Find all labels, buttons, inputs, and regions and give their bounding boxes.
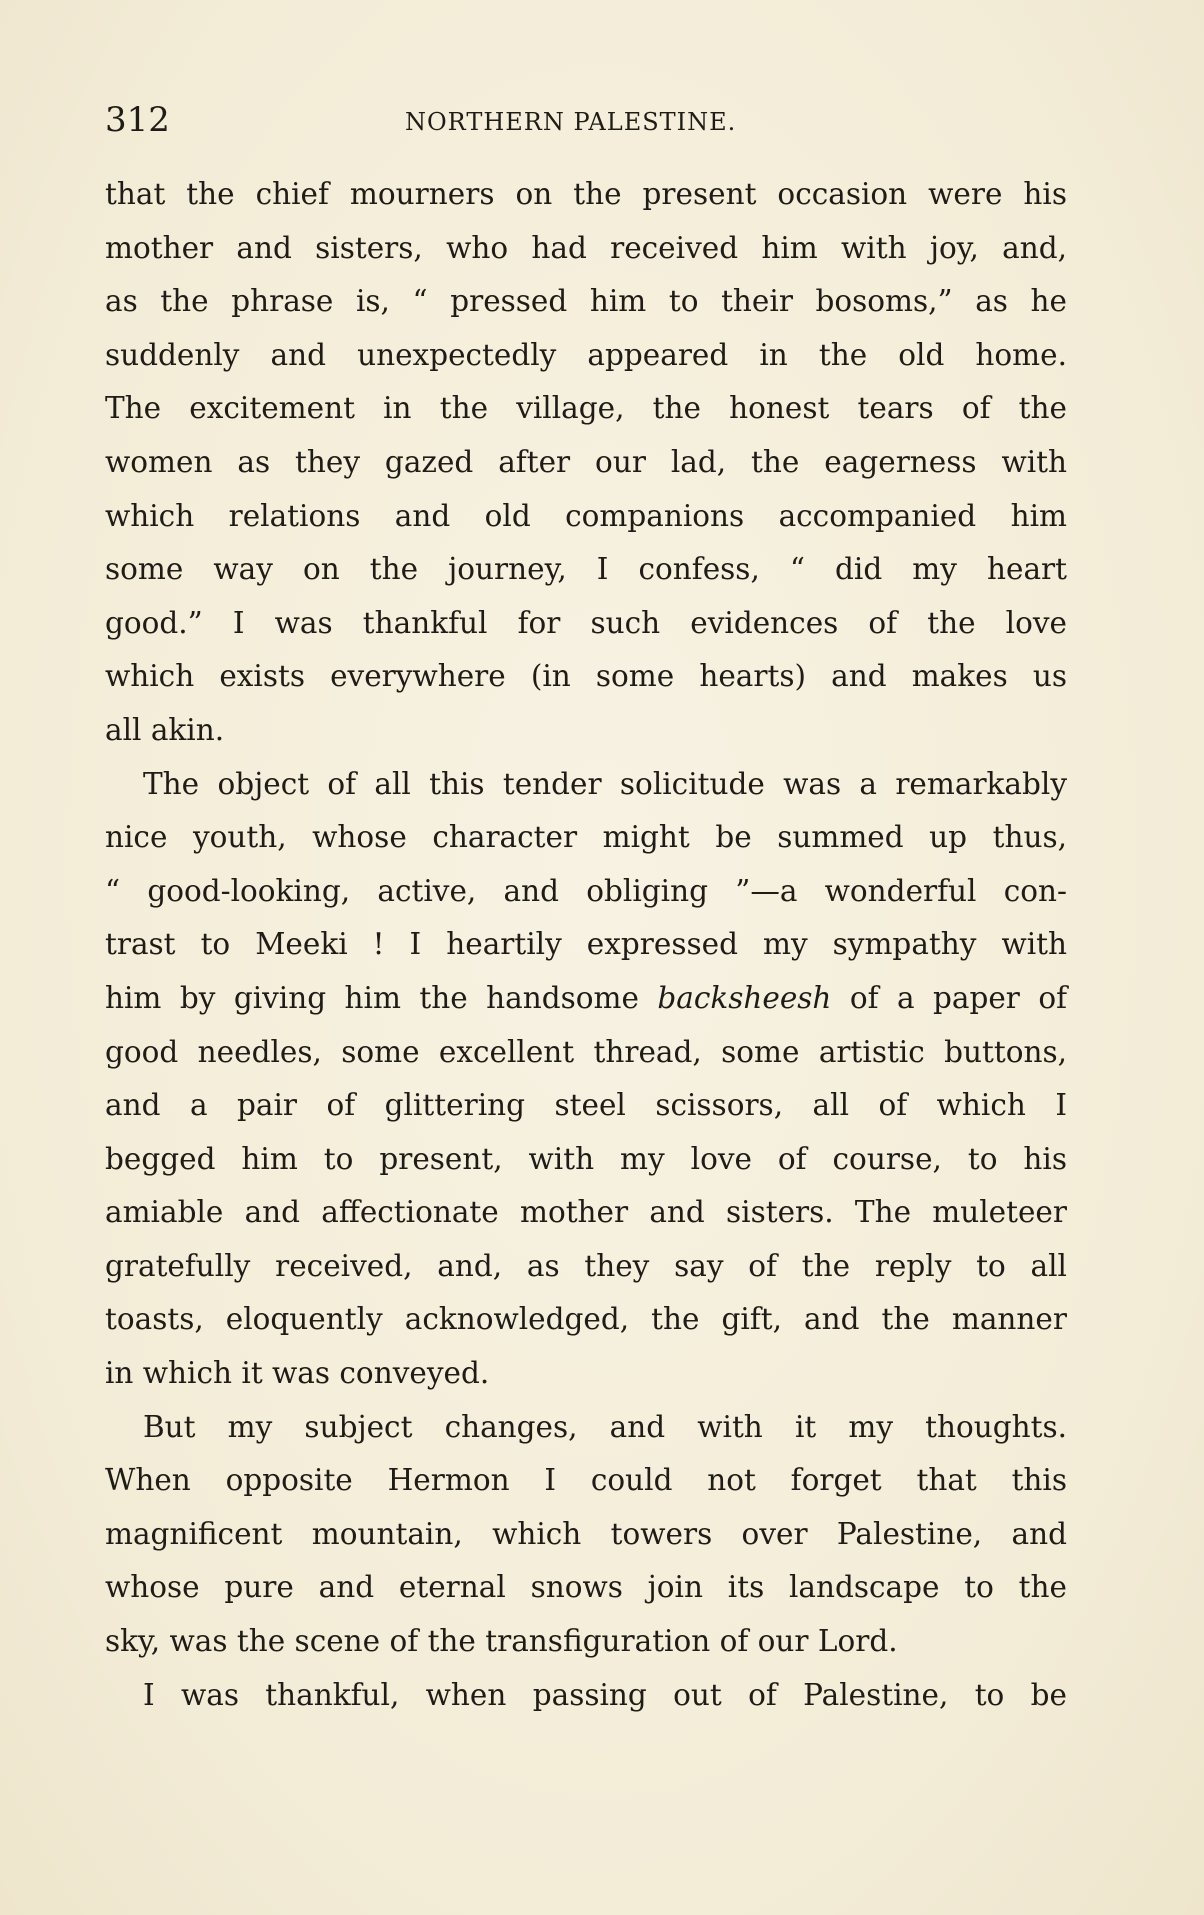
- page-number: 312: [105, 100, 170, 140]
- text-line: I was thankful, when passing out of Palestine, to be: [143, 1677, 1067, 1712]
- text-line: women as they gazed after our lad, the eagerness with: [105, 444, 1067, 479]
- text-line: him by giving him the handsome backsheesh of a paper of: [105, 980, 1067, 1015]
- text-line: begged him to present, with my love of course, to his: [105, 1141, 1067, 1176]
- text-line: magnificent mountain, which towers over Palestine, and: [105, 1516, 1067, 1551]
- paragraph: [105, 758, 1067, 1401]
- text-line: “ good-looking, active, and obliging ”—a wonderful con-: [105, 873, 1067, 908]
- running-head: NORTHERN PALESTINE.: [405, 108, 737, 136]
- text-line: as the phrase is, “ pressed him to their bosoms,” as he: [105, 284, 1067, 319]
- text-line: suddenly and unexpectedly appeared in the old home.: [105, 337, 1067, 372]
- text-line: in which it was conveyed.: [105, 1356, 490, 1391]
- text-line: amiable and affectionate mother and sisters. The muleteer: [105, 1195, 1067, 1230]
- text-line: gratefully received, and, as they say of the reply to all: [105, 1248, 1067, 1283]
- text-line: The excitement in the village, the honest tears of the: [105, 391, 1067, 426]
- text-line: which exists everywhere (in some hearts) and makes us: [105, 659, 1067, 694]
- body-text: [105, 168, 1067, 1722]
- paragraph: [105, 168, 1067, 758]
- paragraph: [105, 1669, 1067, 1723]
- page-header: [105, 100, 1065, 150]
- text-line: toasts, eloquently acknowledged, the gift, and the manner: [105, 1302, 1067, 1337]
- text-line: which relations and old companions accompanied him: [105, 498, 1067, 533]
- text-line: that the chief mourners on the present occasion were his: [105, 177, 1067, 211]
- paragraph: [105, 1401, 1067, 1669]
- text-line: whose pure and eternal snows join its landscape to the: [105, 1570, 1067, 1605]
- text-line: trast to Meeki ! I heartily expressed my sympathy with: [105, 927, 1067, 962]
- text-line: nice youth, whose character might be summed up thus,: [105, 820, 1067, 855]
- text-line: some way on the journey, I confess, “ did my heart: [105, 552, 1067, 587]
- text-line: mother and sisters, who had received him with joy, and,: [105, 230, 1067, 265]
- text-line: good needles, some excellent thread, some artistic buttons,: [105, 1034, 1067, 1069]
- text-line: The object of all this tender solicitude was a remarkably: [143, 766, 1067, 801]
- text-line: sky, was the scene of the transfiguration of our Lord.: [105, 1624, 898, 1659]
- text-line: and a pair of glittering steel scissors, all of which I: [105, 1088, 1067, 1123]
- text-line: good.” I was thankful for such evidences of the love: [105, 605, 1067, 640]
- text-line: When opposite Hermon I could not forget that this: [105, 1463, 1067, 1498]
- text-line: But my subject changes, and with it my thoughts.: [143, 1409, 1067, 1444]
- italic-term: backsheesh: [657, 980, 832, 1015]
- text-line: all akin.: [105, 712, 225, 747]
